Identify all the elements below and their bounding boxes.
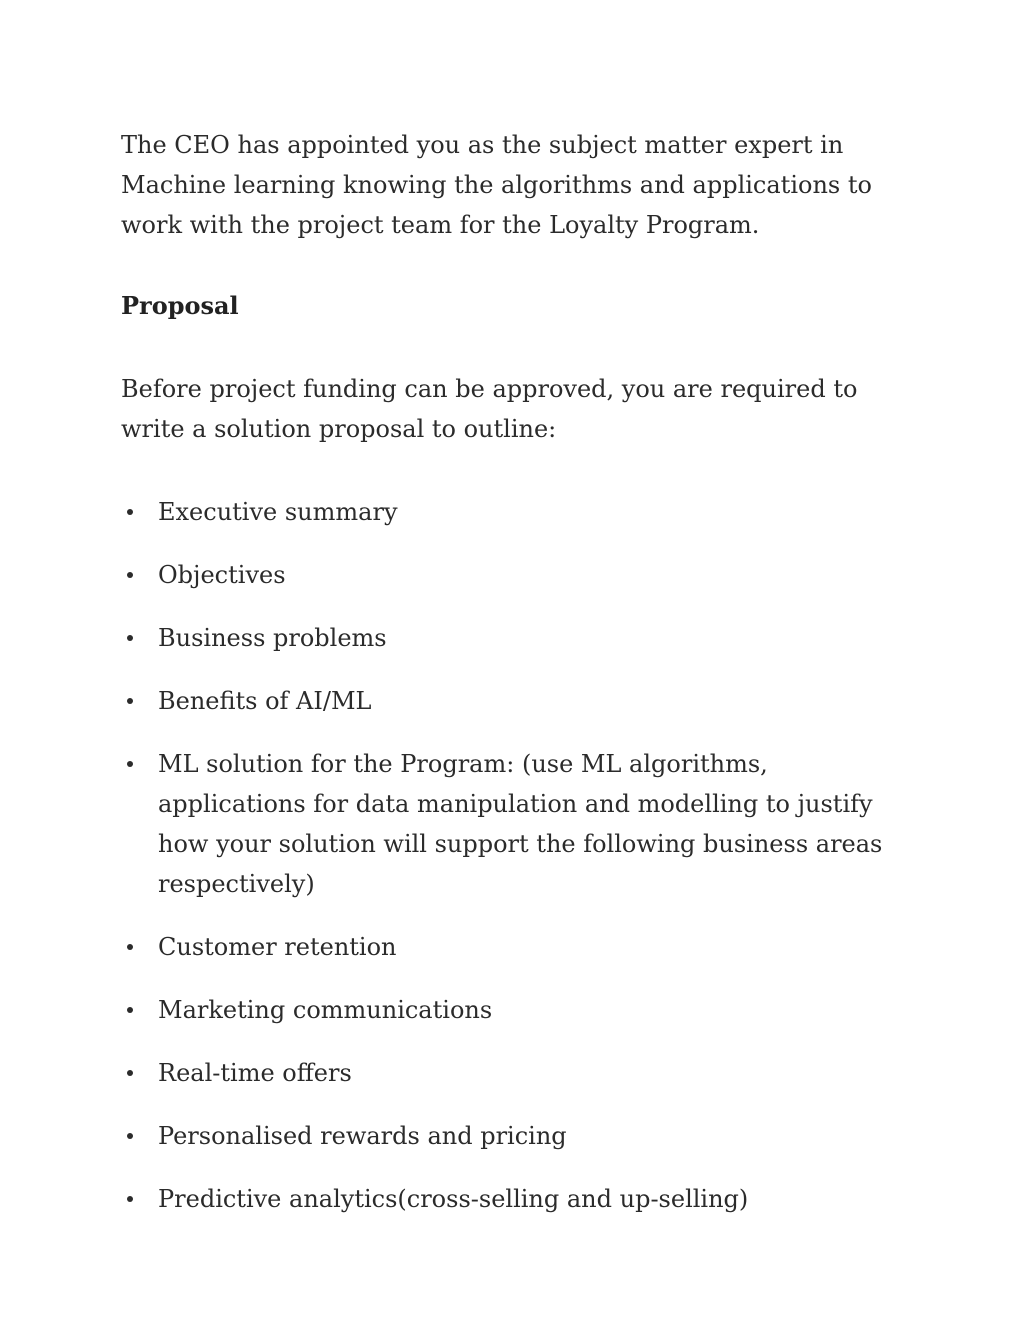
intro-paragraph: The CEO has appointed you as the subject matter expert in Machine learning knowing the algorithms and applications to work with the project team for the Loyalty Program. <box>121 131 872 239</box>
list-item <box>121 1179 911 1219</box>
bullet-icon <box>127 1070 133 1076</box>
list-item-text: Real-time offers <box>158 1059 352 1087</box>
document-page <box>121 125 911 1242</box>
bullet-icon <box>127 1007 133 1013</box>
list-item <box>121 1116 911 1156</box>
list-item-text: Objectives <box>158 561 286 589</box>
bullet-icon <box>127 635 133 641</box>
bullet-icon <box>127 698 133 704</box>
list-item-text: Customer retention <box>158 933 397 961</box>
list-item-text: Personalised rewards and pricing <box>158 1122 567 1150</box>
bullet-icon <box>127 572 133 578</box>
list-item <box>121 681 911 721</box>
list-item-text: Executive summary <box>158 498 398 526</box>
list-item <box>121 492 911 532</box>
list-item <box>121 990 911 1030</box>
list-item-text: Predictive analytics(cross-selling and up-selling) <box>158 1185 749 1213</box>
list-item <box>121 1053 911 1093</box>
list-item <box>121 555 911 595</box>
list-item <box>121 744 911 904</box>
bullet-icon <box>127 944 133 950</box>
lead-paragraph: Before project funding can be approved, you are required to write a solution proposal to outline: <box>121 375 858 443</box>
list-item <box>121 927 911 967</box>
list-item-text: Business problems <box>158 624 387 652</box>
bullet-icon <box>127 1133 133 1139</box>
list-item-text: Benefits of AI/ML <box>158 687 372 715</box>
bullet-icon <box>127 509 133 515</box>
bullet-icon <box>127 1196 133 1202</box>
bullet-icon <box>127 761 133 767</box>
list-item-text: ML solution for the Program: (use ML algorithms, applications for data manipulation and modelling to justify how your solution will support the following business areas respectively) <box>158 750 883 898</box>
list-item <box>121 618 911 658</box>
outline-list <box>121 492 911 1219</box>
list-item-text: Marketing communications <box>158 996 493 1024</box>
section-heading-proposal: Proposal <box>121 291 239 320</box>
